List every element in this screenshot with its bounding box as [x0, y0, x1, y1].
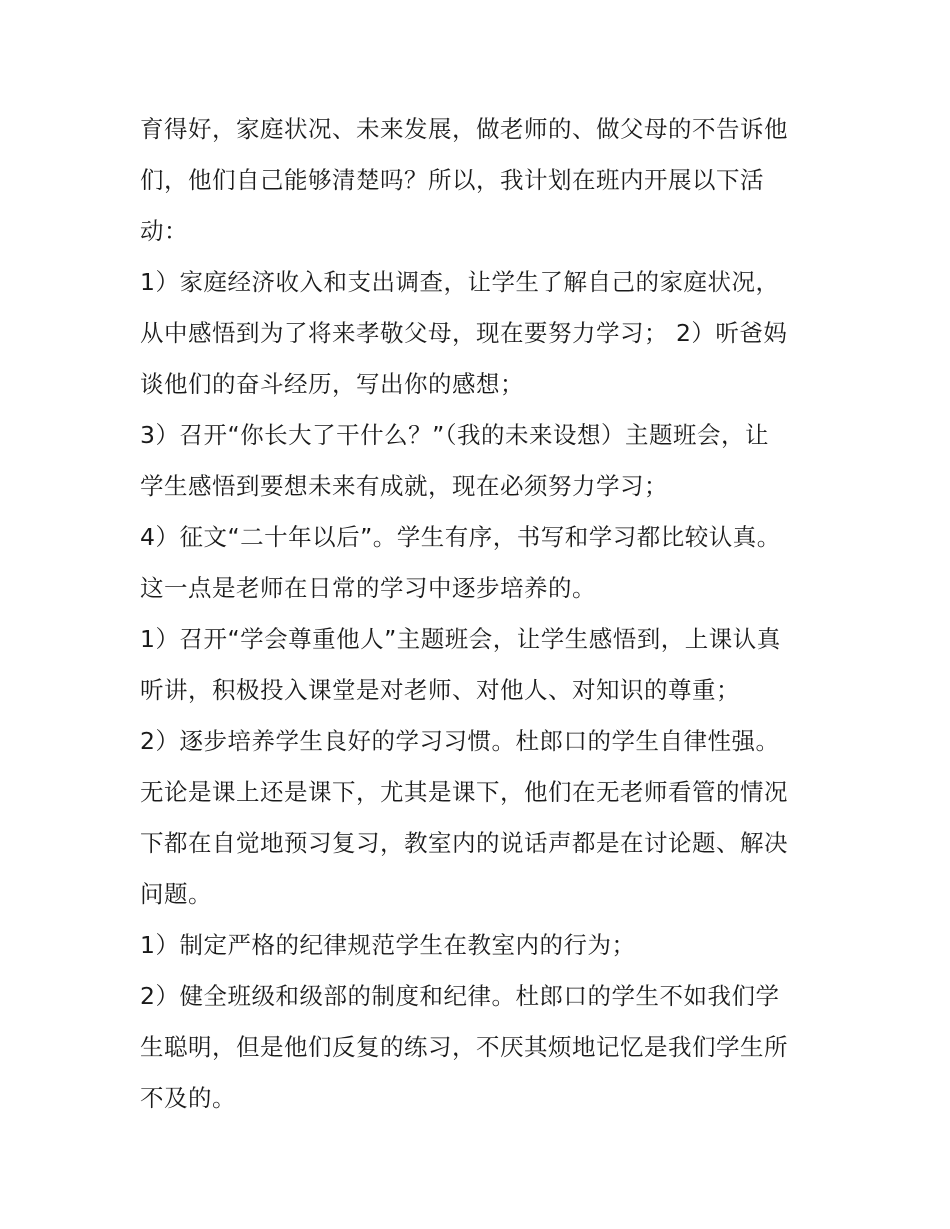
text-line: 问题。	[140, 880, 212, 908]
text-line: 从中感悟到为了将来孝敬父母，现在要努力学习； 2）听爸妈	[140, 319, 788, 347]
text-line: 听讲，积极投入课堂是对老师、对他人、对知识的尊重；	[140, 676, 740, 704]
text-line: 学生感悟到要想未来有成就，现在必须努力学习；	[140, 472, 668, 500]
text-line: 下都在自觉地预习复习，教室内的说话声都是在讨论题、解决	[140, 829, 788, 857]
text-line: 育得好，家庭状况、未来发展，做老师的、做父母的不告诉他	[140, 115, 788, 143]
text-line: 2）健全班级和级部的制度和纪律。杜郎口的学生不如我们学	[140, 982, 780, 1010]
text-line: 无论是课上还是课下，尤其是课下，他们在无老师看管的情况	[140, 778, 788, 806]
text-line: 不及的。	[140, 1084, 236, 1112]
text-line: 3）召开“你长大了干什么？”（我的未来设想）主题班会，让	[140, 421, 770, 449]
text-line: 1）家庭经济收入和支出调查，让学生了解自己的家庭状况，	[140, 268, 780, 296]
text-line: 1）召开“学会尊重他人”主题班会，让学生感悟到，上课认真	[140, 625, 781, 653]
text-line: 4）征文“二十年以后”。学生有序，书写和学习都比较认真。	[140, 523, 781, 551]
text-line: 们，他们自己能够清楚吗？所以，我计划在班内开展以下活	[140, 166, 764, 194]
text-line: 生聪明，但是他们反复的练习，不厌其烦地记忆是我们学生所	[140, 1033, 788, 1061]
text-line: 1）制定严格的纪律规范学生在教室内的行为；	[140, 931, 636, 959]
text-line: 动：	[140, 217, 188, 245]
text-line: 这一点是老师在日常的学习中逐步培养的。	[140, 574, 596, 602]
text-line: 2）逐步培养学生良好的学习习惯。杜郎口的学生自律性强。	[140, 727, 780, 755]
text-line: 谈他们的奋斗经历，写出你的感想；	[140, 370, 524, 398]
